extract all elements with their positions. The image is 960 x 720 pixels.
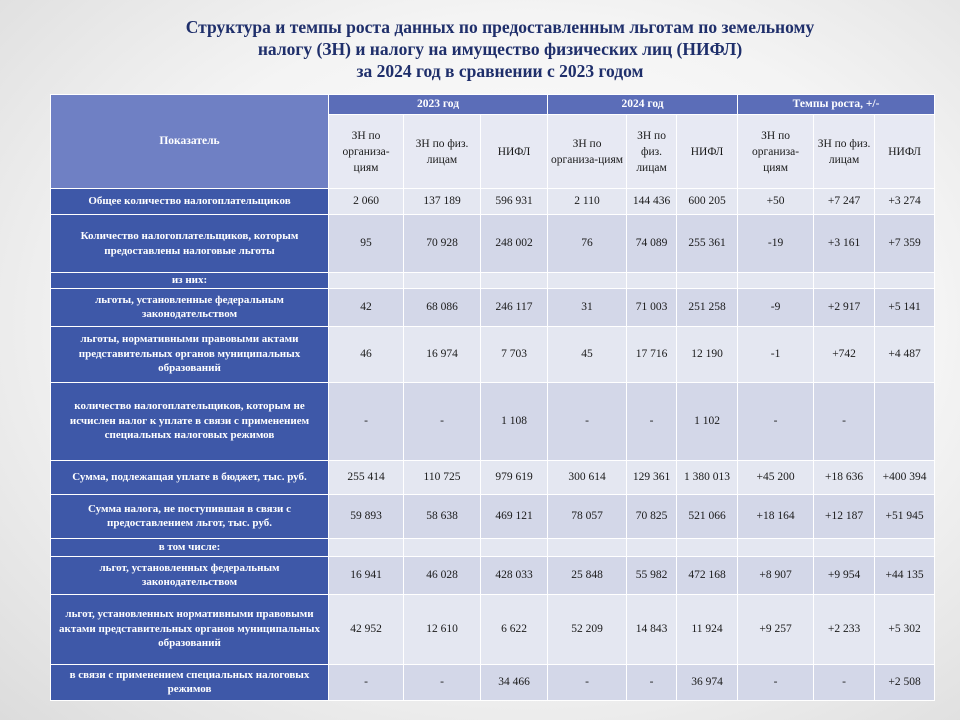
table-cell: +50 <box>738 189 814 215</box>
table-cell <box>677 273 738 289</box>
row-label: льготы, установленные федеральным законодательством <box>51 288 329 326</box>
table-cell: 137 189 <box>404 189 481 215</box>
table-cell <box>548 538 627 556</box>
table-row <box>51 215 935 273</box>
table-cell: - <box>404 382 481 460</box>
table-cell: 2 110 <box>548 189 627 215</box>
table-cell: -1 <box>738 326 814 382</box>
table-cell: 1 380 013 <box>677 460 738 494</box>
table-cell: +2 508 <box>875 664 935 700</box>
row-label: Сумма, подлежащая уплате в бюджет, тыс. руб. <box>51 460 329 494</box>
table-cell: 1 102 <box>677 382 738 460</box>
table-cell: 246 117 <box>481 288 548 326</box>
table-row <box>51 326 935 382</box>
table-cell: 144 436 <box>627 189 677 215</box>
table-cell: 45 <box>548 326 627 382</box>
table-cell: 52 209 <box>548 594 627 664</box>
subcol-header: ЗН по физ. лицам <box>404 115 481 189</box>
group-header-2023: 2023 год <box>329 95 548 115</box>
row-label: льготы, нормативными правовыми актами представительных органов муниципальных образований <box>51 326 329 382</box>
table-cell: +44 135 <box>875 556 935 594</box>
row-label: Количество налогоплательщиков, которым предоставлены налоговые льготы <box>51 215 329 273</box>
table-cell <box>627 273 677 289</box>
table-cell: - <box>548 382 627 460</box>
table-cell: 70 825 <box>627 494 677 538</box>
table-cell <box>814 273 875 289</box>
subcol-header: ЗН по физ. лицам <box>627 115 677 189</box>
table-cell <box>481 273 548 289</box>
table-row <box>51 273 935 289</box>
row-label: из них: <box>51 273 329 289</box>
table-cell: 428 033 <box>481 556 548 594</box>
table-row <box>51 189 935 215</box>
table-cell: +5 141 <box>875 288 935 326</box>
table-row <box>51 556 935 594</box>
benefits-table <box>50 94 935 701</box>
table-cell <box>738 538 814 556</box>
table-cell: 42 952 <box>329 594 404 664</box>
table-cell: 74 089 <box>627 215 677 273</box>
table-cell <box>404 273 481 289</box>
table-cell <box>329 538 404 556</box>
table-cell: - <box>814 664 875 700</box>
table-cell <box>548 273 627 289</box>
subcol-header: НИФЛ <box>677 115 738 189</box>
group-header-2024: 2024 год <box>548 95 738 115</box>
table-body <box>51 189 935 701</box>
table-cell: 255 414 <box>329 460 404 494</box>
table-cell: 521 066 <box>677 494 738 538</box>
row-label: количество налогоплательщиков, которым не исчислен налог к уплате в связи с применением специальных налоговых режимов <box>51 382 329 460</box>
subcol-header: НИФЛ <box>481 115 548 189</box>
table-cell: +5 302 <box>875 594 935 664</box>
table-cell: 110 725 <box>404 460 481 494</box>
table-cell: 16 974 <box>404 326 481 382</box>
table-cell <box>404 538 481 556</box>
table-cell: -9 <box>738 288 814 326</box>
table-cell: 472 168 <box>677 556 738 594</box>
table-cell: +18 164 <box>738 494 814 538</box>
table-cell: 1 108 <box>481 382 548 460</box>
table-cell <box>738 273 814 289</box>
title-line-2: налогу (ЗН) и налогу на имущество физических лиц (НИФЛ) <box>257 39 743 59</box>
subcol-header: ЗН по организа-циям <box>548 115 627 189</box>
row-label: в том числе: <box>51 538 329 556</box>
table-cell: 600 205 <box>677 189 738 215</box>
table-cell: 12 610 <box>404 594 481 664</box>
subcol-header: ЗН по организа-циям <box>738 115 814 189</box>
table-cell <box>481 538 548 556</box>
table-cell: 25 848 <box>548 556 627 594</box>
table-cell: 17 716 <box>627 326 677 382</box>
table-cell: +2 917 <box>814 288 875 326</box>
table-cell: 255 361 <box>677 215 738 273</box>
benefits-table-container <box>50 94 934 701</box>
table-cell: - <box>738 382 814 460</box>
table-row <box>51 382 935 460</box>
table-cell: +742 <box>814 326 875 382</box>
table-cell: +7 247 <box>814 189 875 215</box>
table-cell: - <box>627 382 677 460</box>
row-label: в связи с применением специальных налоговых режимов <box>51 664 329 700</box>
table-cell: 55 982 <box>627 556 677 594</box>
row-label: льгот, установленных федеральным законодательством <box>51 556 329 594</box>
table-cell: +9 954 <box>814 556 875 594</box>
table-cell: 6 622 <box>481 594 548 664</box>
table-cell: 46 <box>329 326 404 382</box>
table-cell: 71 003 <box>627 288 677 326</box>
table-cell: 34 466 <box>481 664 548 700</box>
table-cell: 469 121 <box>481 494 548 538</box>
table-cell: 31 <box>548 288 627 326</box>
table-cell: 14 843 <box>627 594 677 664</box>
table-cell: 36 974 <box>677 664 738 700</box>
table-cell: +12 187 <box>814 494 875 538</box>
table-row <box>51 664 935 700</box>
table-cell: 7 703 <box>481 326 548 382</box>
table-row <box>51 460 935 494</box>
table-cell: - <box>814 382 875 460</box>
table-cell: +45 200 <box>738 460 814 494</box>
table-cell: 42 <box>329 288 404 326</box>
table-cell <box>875 273 935 289</box>
table-row <box>51 538 935 556</box>
table-cell: 70 928 <box>404 215 481 273</box>
table-cell: 95 <box>329 215 404 273</box>
table-cell: +7 359 <box>875 215 935 273</box>
table-cell: 300 614 <box>548 460 627 494</box>
table-cell: 2 060 <box>329 189 404 215</box>
table-row <box>51 594 935 664</box>
table-cell: 58 638 <box>404 494 481 538</box>
table-cell: - <box>404 664 481 700</box>
table-cell: +51 945 <box>875 494 935 538</box>
table-cell <box>329 273 404 289</box>
table-cell <box>875 382 935 460</box>
table-cell <box>677 538 738 556</box>
slide-title <box>120 16 880 82</box>
table-cell: 76 <box>548 215 627 273</box>
row-label: Общее количество налогоплательщиков <box>51 189 329 215</box>
table-cell: 68 086 <box>404 288 481 326</box>
table-cell: +8 907 <box>738 556 814 594</box>
table-cell: 596 931 <box>481 189 548 215</box>
table-cell <box>814 538 875 556</box>
table-cell: +4 487 <box>875 326 935 382</box>
table-row <box>51 494 935 538</box>
table-cell: 11 924 <box>677 594 738 664</box>
table-cell: - <box>329 664 404 700</box>
table-cell: 251 258 <box>677 288 738 326</box>
table-cell: - <box>548 664 627 700</box>
row-label: Сумма налога, не поступившая в связи с предоставлением льгот, тыс. руб. <box>51 494 329 538</box>
table-cell: 78 057 <box>548 494 627 538</box>
subcol-header: ЗН по физ. лицам <box>814 115 875 189</box>
table-row <box>51 288 935 326</box>
subcol-header: ЗН по организа-циям <box>329 115 404 189</box>
header-group-row <box>51 95 935 115</box>
table-cell: 248 002 <box>481 215 548 273</box>
table-cell: +9 257 <box>738 594 814 664</box>
table-cell: +400 394 <box>875 460 935 494</box>
title-line-3: за 2024 год в сравнении с 2023 годом <box>356 61 644 81</box>
table-cell: - <box>329 382 404 460</box>
table-cell: 129 361 <box>627 460 677 494</box>
table-cell: +3 161 <box>814 215 875 273</box>
subcol-header: НИФЛ <box>875 115 935 189</box>
table-cell <box>875 538 935 556</box>
table-cell: 12 190 <box>677 326 738 382</box>
table-cell: - <box>738 664 814 700</box>
table-cell: +18 636 <box>814 460 875 494</box>
row-label: льгот, установленных нормативными правовыми актами представительных органов муниципальных образований <box>51 594 329 664</box>
table-cell: +3 274 <box>875 189 935 215</box>
table-cell <box>627 538 677 556</box>
table-cell: 979 619 <box>481 460 548 494</box>
table-cell: 59 893 <box>329 494 404 538</box>
group-header-growth: Темпы роста, +/- <box>738 95 935 115</box>
table-cell: +2 233 <box>814 594 875 664</box>
indicator-header: Показатель <box>51 95 329 189</box>
title-line-1: Структура и темпы роста данных по предоставленным льготам по земельному <box>185 17 815 37</box>
table-cell: - <box>627 664 677 700</box>
table-cell: 46 028 <box>404 556 481 594</box>
table-cell: -19 <box>738 215 814 273</box>
table-cell: 16 941 <box>329 556 404 594</box>
